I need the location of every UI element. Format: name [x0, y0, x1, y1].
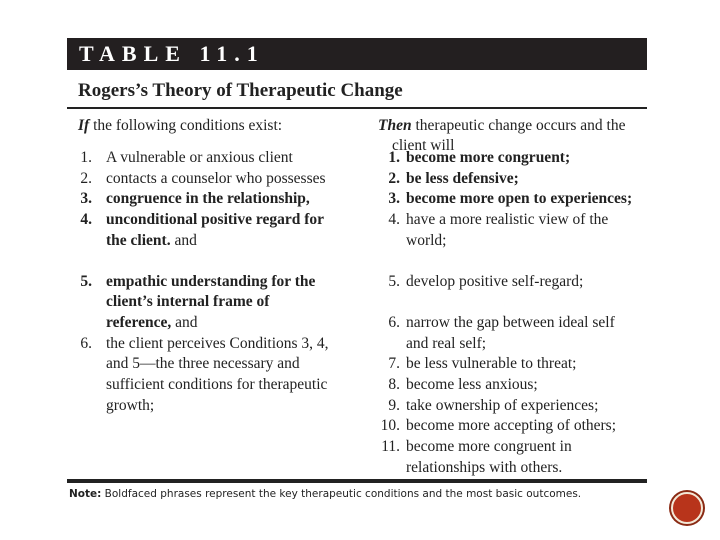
- item-text: [406, 170, 519, 188]
- item-plain-text: be less vulnerable to threat;: [406, 355, 577, 372]
- item-text: [406, 459, 562, 477]
- item-number: 4.: [388, 211, 400, 228]
- item-bold-text: become more congruent;: [406, 149, 571, 166]
- item-plain-text: sufficient conditions for therapeutic: [106, 376, 328, 393]
- item-plain-text: the client perceives Conditions 3, 4,: [106, 335, 329, 352]
- top-rule: [67, 107, 647, 109]
- item-text: [106, 211, 324, 229]
- item-plain-text: and real self;: [406, 335, 487, 352]
- item-plain-text: develop positive self-regard;: [406, 273, 584, 290]
- item-plain-text: A vulnerable or anxious client: [106, 149, 293, 166]
- right-intro: [378, 117, 625, 135]
- item-plain-text: take ownership of experiences;: [406, 397, 599, 414]
- item-number: 10.: [380, 417, 400, 434]
- item-number: 5.: [80, 273, 92, 290]
- item-text: [406, 376, 538, 394]
- item-text: [406, 273, 583, 291]
- item-number: 2.: [80, 170, 92, 187]
- item-number: 9.: [388, 397, 400, 414]
- item-bold-text: reference,: [106, 314, 172, 331]
- item-text: [406, 190, 632, 208]
- item-text: [106, 376, 327, 394]
- item-text: [106, 190, 310, 208]
- note-text: Boldfaced phrases represent the key therapeutic conditions and the most basic outcomes.: [101, 488, 582, 500]
- item-text: [106, 335, 329, 353]
- left-intro: [78, 117, 282, 135]
- item-bold-text: become more open to experiences;: [406, 190, 633, 207]
- item-text: [106, 232, 197, 250]
- slide-nav-circle[interactable]: [671, 492, 703, 524]
- item-text: [106, 293, 269, 311]
- item-text: [106, 273, 315, 291]
- item-number: 5.: [388, 273, 400, 290]
- item-plain-text: have a more realistic view of the: [406, 211, 609, 228]
- item-number: 1.: [80, 149, 92, 166]
- table-header-bar: [67, 38, 647, 70]
- item-bold-text: congruence in the relationship,: [106, 190, 310, 207]
- item-text: [406, 335, 486, 353]
- left-intro-text: the following conditions exist:: [89, 117, 283, 134]
- item-number: 8.: [388, 376, 400, 393]
- item-plain-text: and: [171, 314, 198, 331]
- if-label: If: [78, 117, 90, 134]
- item-bold-text: client’s internal frame of: [106, 293, 270, 310]
- item-number: 6.: [388, 314, 400, 331]
- item-plain-text: become more accepting of others;: [406, 417, 617, 434]
- item-plain-text: and: [170, 232, 197, 249]
- item-text: [406, 417, 616, 435]
- item-text: [106, 149, 293, 167]
- item-number: 6.: [80, 335, 92, 352]
- item-text: [406, 397, 598, 415]
- item-text: [106, 314, 198, 332]
- item-plain-text: become more congruent in: [406, 438, 572, 455]
- item-plain-text: growth;: [106, 397, 155, 414]
- item-number: 3.: [80, 190, 92, 207]
- item-number: 4.: [80, 211, 92, 228]
- table-title: Rogers’s Theory of Therapeutic Change: [78, 80, 403, 101]
- item-bold-text: the client.: [106, 232, 171, 249]
- note-label: Note:: [69, 488, 102, 500]
- item-bold-text: empathic understanding for the: [106, 273, 316, 290]
- item-number: 3.: [388, 190, 400, 207]
- right-intro-line2: client will: [392, 137, 455, 154]
- item-text: [406, 314, 615, 332]
- item-plain-text: become less anxious;: [406, 376, 538, 393]
- item-number: 11.: [381, 438, 400, 455]
- item-text: [406, 149, 570, 167]
- item-number: 7.: [388, 355, 400, 372]
- item-text: [106, 170, 326, 188]
- item-bold-text: be less defensive;: [406, 170, 519, 187]
- item-text: [406, 211, 608, 229]
- bottom-rule: [67, 479, 647, 483]
- item-number: 1.: [388, 149, 400, 166]
- item-plain-text: relationships with others.: [406, 459, 563, 476]
- item-number: 2.: [388, 170, 400, 187]
- item-text: [106, 397, 154, 415]
- item-plain-text: narrow the gap between ideal self: [406, 314, 615, 331]
- item-text: [406, 232, 446, 250]
- item-text: [406, 355, 576, 373]
- right-intro-text: therapeutic change occurs and the: [411, 117, 626, 134]
- item-plain-text: contacts a counselor who possesses: [106, 170, 326, 187]
- table-number: TABLE 11.1: [79, 41, 265, 66]
- item-bold-text: unconditional positive regard for: [106, 211, 325, 228]
- table-note: [69, 488, 581, 500]
- then-label: Then: [378, 117, 412, 134]
- item-plain-text: world;: [406, 232, 447, 249]
- item-text: [406, 438, 572, 456]
- item-plain-text: and 5—the three necessary and: [106, 355, 300, 372]
- item-text: [106, 355, 300, 373]
